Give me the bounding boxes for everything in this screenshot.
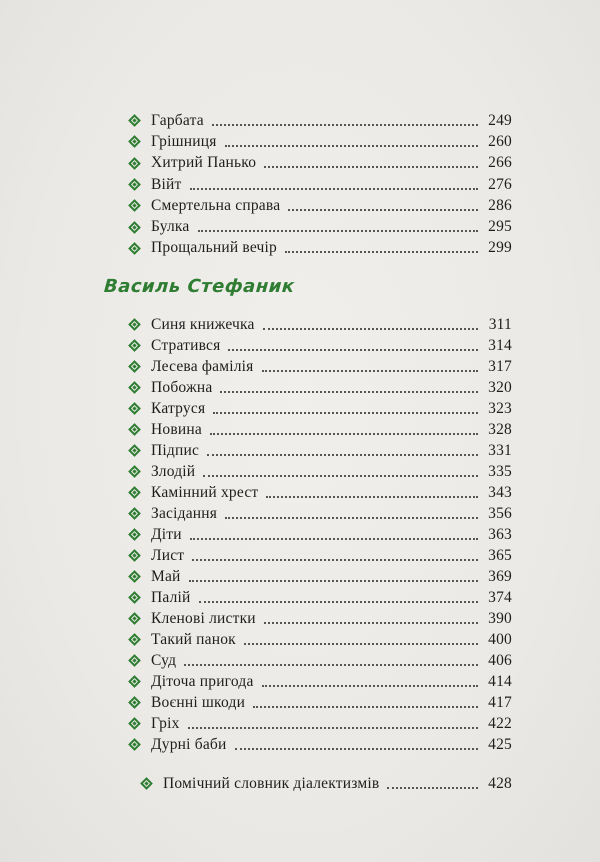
toc-entry-title: Лесева фамілія xyxy=(151,357,254,375)
diamond-bullet-icon xyxy=(128,591,141,604)
toc-entry xyxy=(128,524,512,545)
toc-entry-title: Камінний хрест xyxy=(151,483,259,501)
toc-entry-page-number: 320 xyxy=(488,378,512,396)
diamond-bullet-icon xyxy=(128,402,141,415)
dot-leader xyxy=(235,748,479,750)
dot-leader xyxy=(264,166,478,168)
toc-entry-page-number: 249 xyxy=(488,111,512,129)
diamond-bullet-icon xyxy=(128,242,141,255)
toc-entry-title: Суд xyxy=(151,651,177,669)
toc-entry-title: Синя книжечка xyxy=(151,315,255,333)
toc-entry-page-number: 260 xyxy=(488,132,512,150)
toc-entry-page-number: 266 xyxy=(488,154,512,172)
toc-entry-page-number: 331 xyxy=(488,441,512,459)
diamond-bullet-icon xyxy=(128,423,141,436)
toc-entry-page-number: 363 xyxy=(488,525,512,543)
toc-entry-page-number: 406 xyxy=(488,651,512,669)
toc-entry-title: Прощальний вечір xyxy=(151,239,277,257)
diamond-bullet-icon xyxy=(128,486,141,499)
toc-entry-page-number: 276 xyxy=(488,175,512,193)
toc-entry xyxy=(128,734,512,755)
toc-entry-title: Катруся xyxy=(151,399,206,417)
toc-entry-page-number: 323 xyxy=(488,399,512,417)
toc-entry xyxy=(128,377,512,398)
toc-entry-title: Діти xyxy=(151,525,182,543)
toc-entry xyxy=(128,110,512,131)
dot-leader xyxy=(188,727,478,729)
toc-entry-page-number: 400 xyxy=(488,630,512,648)
toc-entry-title: Гріх xyxy=(151,714,180,732)
author-heading: Василь Стефаник xyxy=(103,276,296,297)
toc-entry xyxy=(128,195,512,216)
diamond-bullet-icon xyxy=(128,717,141,730)
toc-entry xyxy=(128,503,512,524)
dot-leader xyxy=(213,412,478,414)
toc-entry xyxy=(128,545,512,566)
diamond-bullet-icon xyxy=(128,633,141,646)
toc-entry-title: Діточа пригода xyxy=(151,672,254,690)
toc-entry xyxy=(128,398,512,419)
toc-entry-page-number: 335 xyxy=(488,462,512,480)
toc-entry-page-number: 365 xyxy=(488,546,512,564)
toc-entry xyxy=(140,773,512,794)
toc-entry-title: Помічний словник діалектизмів xyxy=(163,774,380,792)
toc-entry-page-number: 369 xyxy=(488,567,512,585)
diamond-bullet-icon xyxy=(128,178,141,191)
dot-leader xyxy=(244,643,478,645)
diamond-bullet-icon xyxy=(128,696,141,709)
toc-entry-page-number: 390 xyxy=(488,609,512,627)
dot-leader xyxy=(253,706,478,708)
diamond-bullet-icon xyxy=(128,360,141,373)
diamond-bullet-icon xyxy=(128,570,141,583)
diamond-bullet-icon xyxy=(128,675,141,688)
diamond-bullet-icon xyxy=(128,339,141,352)
toc-entry-title: Булка xyxy=(151,218,190,236)
toc-entry xyxy=(128,238,512,259)
toc-entry-page-number: 374 xyxy=(488,588,512,606)
dot-leader xyxy=(199,601,478,603)
toc-entry xyxy=(128,440,512,461)
diamond-bullet-icon xyxy=(128,444,141,457)
toc-entry xyxy=(128,216,512,237)
toc-entry xyxy=(128,482,512,503)
toc-entry-title: Кленові листки xyxy=(151,609,256,627)
toc-entry xyxy=(128,356,512,377)
toc-entry-title: Смертельна справа xyxy=(151,196,281,214)
dot-leader xyxy=(220,391,478,393)
toc-entry-title: Май xyxy=(151,567,181,585)
dot-leader xyxy=(198,230,479,232)
dot-leader xyxy=(184,664,478,666)
dot-leader xyxy=(263,328,478,330)
toc-entry-page-number: 343 xyxy=(488,483,512,501)
toc-entry-page-number: 425 xyxy=(488,735,512,753)
toc-entry xyxy=(128,608,512,629)
diamond-bullet-icon xyxy=(128,114,141,127)
toc-entry-page-number: 356 xyxy=(488,504,512,522)
toc-entry-page-number: 295 xyxy=(488,218,512,236)
toc-entry xyxy=(128,692,512,713)
toc-entry xyxy=(128,461,512,482)
toc-entry-page-number: 314 xyxy=(488,336,512,354)
dot-leader xyxy=(203,475,478,477)
toc-entry-title: Підпис xyxy=(151,441,200,459)
toc-entry-title: Злодій xyxy=(151,462,196,480)
diamond-bullet-icon xyxy=(128,507,141,520)
toc-entry-title: Новина xyxy=(151,420,202,438)
toc-entry-page-number: 417 xyxy=(488,693,512,711)
dot-leader xyxy=(266,496,478,498)
toc-entry xyxy=(128,566,512,587)
dot-leader xyxy=(210,433,478,435)
diamond-bullet-icon xyxy=(128,221,141,234)
dot-leader xyxy=(228,349,478,351)
dot-leader xyxy=(288,209,478,211)
toc-entry-page-number: 286 xyxy=(488,196,512,214)
toc-entry-page-number: 317 xyxy=(488,357,512,375)
diamond-bullet-icon xyxy=(128,318,141,331)
toc-entry-title: Такий панок xyxy=(151,630,236,648)
diamond-bullet-icon xyxy=(128,738,141,751)
toc-entry-title: Палій xyxy=(151,588,191,606)
toc-entry-title: Війт xyxy=(151,175,182,193)
diamond-bullet-icon xyxy=(128,199,141,212)
toc-section-stefanyk xyxy=(128,314,512,755)
dot-leader xyxy=(192,559,478,561)
toc-entry-title: Засідання xyxy=(151,504,218,522)
toc-entry-page-number: 428 xyxy=(488,774,512,792)
toc-entry-title: Стратився xyxy=(151,336,221,354)
diamond-bullet-icon xyxy=(128,381,141,394)
toc-entry-title: Грішниця xyxy=(151,132,217,150)
dot-leader xyxy=(212,124,478,126)
toc-entry xyxy=(128,153,512,174)
diamond-bullet-icon xyxy=(128,157,141,170)
diamond-bullet-icon xyxy=(128,136,141,149)
toc-entry xyxy=(128,174,512,195)
toc-entry-title: Гарбата xyxy=(151,111,204,129)
toc-entry xyxy=(128,671,512,692)
dot-leader xyxy=(190,538,478,540)
toc-entry-page-number: 299 xyxy=(488,239,512,257)
toc-entry xyxy=(128,629,512,650)
toc-entry-title: Дурні баби xyxy=(151,735,227,753)
dot-leader xyxy=(262,685,478,687)
toc-entry xyxy=(128,335,512,356)
toc-entry xyxy=(128,650,512,671)
toc-entry xyxy=(128,587,512,608)
diamond-bullet-icon xyxy=(128,612,141,625)
toc-entry-page-number: 414 xyxy=(488,672,512,690)
diamond-bullet-icon xyxy=(128,549,141,562)
diamond-bullet-icon xyxy=(128,465,141,478)
dot-leader xyxy=(190,188,478,190)
toc-entry-title: Лист xyxy=(151,546,185,564)
toc-entry xyxy=(128,419,512,440)
toc-entry xyxy=(128,314,512,335)
toc-entry xyxy=(128,131,512,152)
dot-leader xyxy=(262,370,479,372)
dot-leader xyxy=(387,787,478,789)
dot-leader xyxy=(264,622,478,624)
diamond-bullet-icon xyxy=(128,654,141,667)
toc-entry-title: Хитрий Панько xyxy=(151,154,257,172)
toc-entry-page-number: 422 xyxy=(488,714,512,732)
diamond-bullet-icon xyxy=(128,528,141,541)
toc-entry-page-number: 311 xyxy=(488,315,512,333)
toc-entry-title: Побожна xyxy=(151,378,213,396)
toc-entry-page-number: 328 xyxy=(488,420,512,438)
toc-entry-title: Воєнні шкоди xyxy=(151,693,246,711)
toc-section-previous-author xyxy=(128,110,512,259)
dot-leader xyxy=(285,251,478,253)
diamond-bullet-icon xyxy=(140,777,153,790)
dot-leader xyxy=(225,517,478,519)
toc-section-appendix xyxy=(140,773,512,794)
toc-entry xyxy=(128,713,512,734)
dot-leader xyxy=(207,454,478,456)
dot-leader xyxy=(225,145,478,147)
dot-leader xyxy=(189,580,478,582)
